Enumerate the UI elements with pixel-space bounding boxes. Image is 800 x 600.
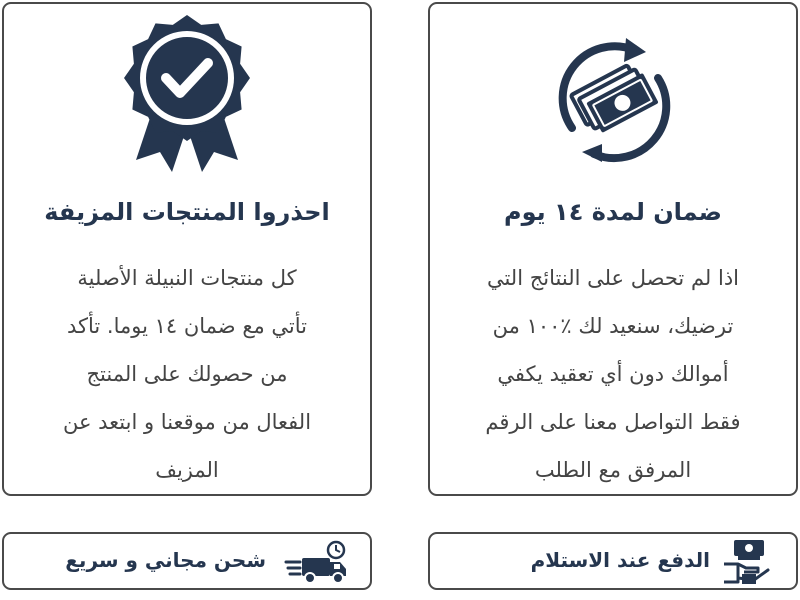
card-title: احذروا المنتجات المزيفة [44,198,330,226]
card-body-line: المزيف [155,458,219,482]
card-body-line: أموالك دون أي تعقيد يكفي [497,362,729,386]
card-body-line: من حصولك على المنتج [86,362,288,386]
fake-products-card [2,2,372,496]
card-body-line: كل منتجات النبيلة الأصلية [77,266,297,290]
card-body-line: ترضيك، سنعيد لك ٪١٠٠ من [492,314,734,338]
card-body-line: اذا لم تحصل على النتائج التي [486,266,740,290]
cash-in-hand-icon [722,538,772,586]
cash-on-delivery-badge [428,532,798,590]
delivery-truck-icon [284,540,350,584]
card-body-line: الفعال من موقعنا و ابتعد عن [62,410,312,434]
shipping-badge [2,532,372,590]
card-body-line: فقط التواصل معنا على الرقم [485,410,741,434]
card-body [442,254,784,494]
shipping-label: شحن مجاني و سريع [65,548,266,572]
money-refund-cycle-icon [542,36,684,164]
cash-on-delivery-label: الدفع عند الاستلام [530,548,710,572]
card-title: ضمان لمدة ١٤ يوم [504,198,722,226]
guarantee-card [428,2,798,496]
card-body [16,254,358,494]
card-body-line: المرفق مع الطلب [534,458,692,482]
award-ribbon-check-icon [122,12,252,174]
card-body-line: تأتي مع ضمان ١٤ يوما. تأكد [66,314,308,338]
